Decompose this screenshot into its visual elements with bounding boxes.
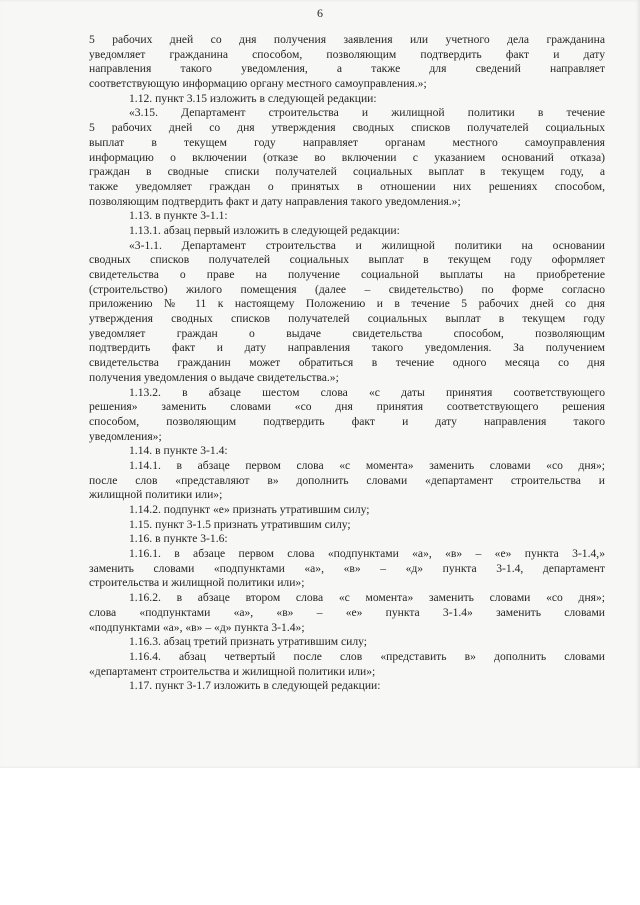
text-line: «департамент строительства и жилищной политики или»; — [89, 664, 376, 678]
text-line: «3-1.1. Департамент строительства и жилищной политики на основании — [129, 238, 605, 252]
text-line: 1.13.2. в абзаце шестом слова «с даты принятия соответствующего — [129, 385, 605, 399]
text-line: 1.16.1. в абзаце первом слова «подпунктами «а», «в» – «е» пункта 3-1.4,» — [129, 547, 605, 561]
text-line: способом, позволяющим подтвердить факт и дату направления такого — [89, 414, 605, 428]
text-line: слова «подпунктами «а», «в» – «е» пункта 3-1.4» заменить словами — [89, 605, 605, 619]
text-line: направления такого уведомления, а также для сведений направляет — [89, 62, 605, 76]
text-line: строительства и жилищной политики или»; — [89, 576, 305, 590]
text-line: свидетельства о праве на получение социальной выплаты на приобретение — [89, 268, 605, 281]
text-line: жилищной политики или»; — [89, 488, 223, 502]
text-line: уведомления»; — [89, 429, 162, 443]
text-line: 1.16.3. абзац третий признать утратившим силу; — [129, 635, 368, 649]
text-line: уведомляет гражданина способом, позволяющим подтвердить факт и дату — [89, 47, 605, 61]
document-body — [89, 33, 605, 694]
text-line: 1.17. пункт 3-1.7 изложить в следующей редакции: — [129, 679, 381, 693]
text-line: выплат в текущем году направляет органам местного самоуправления — [89, 135, 605, 149]
text-line: «подпунктами «а», «в» – «д» пункта 3-1.4»; — [89, 620, 305, 634]
text-line: 5 рабочих дней со дня получения заявления или учетного дела гражданина — [89, 33, 605, 46]
text-line: 1.14.2. подпункт «е» признать утратившим силу; — [129, 503, 370, 516]
text-line: уведомляет граждан о выдаче свидетельства способом, позволяющим — [89, 326, 605, 340]
text-line: информацию о включении (отказе во включении с указанием оснований отказа) — [89, 150, 605, 164]
text-line: 1.13.1. абзац первый изложить в следующей редакции: — [129, 223, 400, 237]
text-line: 5 рабочих дней со дня утверждения сводных списков получателей социальных — [89, 121, 605, 135]
text-line: после слов «представляют в» дополнить словами «департамент строительства и — [89, 473, 605, 487]
text-line: приложению № 11 к настоящему Положению и в течение 5 рабочих дней со дня — [89, 297, 605, 311]
text-line: получения уведомления о выдаче свидетельства.»; — [89, 370, 339, 384]
text-line: утверждения сводных списков получателей социальных выплат в текущем году — [89, 312, 605, 326]
text-line: (строительство) жилого помещения (далее – свидетельство) по форме согласно — [89, 282, 605, 296]
text-line: «3.15. Департамент строительства и жилищной политики в течение — [129, 106, 605, 120]
text-line: также уведомляет граждан о принятых в отношении них решениях способом, — [89, 179, 605, 193]
text-line: сводных списков получателей социальных выплат в текущем году оформляет — [89, 253, 605, 267]
text-line: решения» заменить словами «со дня принятия соответствующего решения — [89, 400, 605, 414]
text-line: 1.12. пункт 3.15 изложить в следующей редакции: — [129, 91, 377, 105]
text-line: 1.15. пункт 3-1.5 признать утратившим силу; — [129, 517, 351, 531]
text-line: позволяющим подтвердить факт и дату направления такого уведомления.»; — [89, 194, 461, 208]
blank-margin — [0, 768, 640, 905]
text-line: граждан в сводные списки получателей социальных выплат в текущем году, а — [89, 165, 605, 179]
text-line: подтвердить факт и дату направления такого уведомления. За получением — [89, 341, 605, 355]
text-line: 1.16.4. абзац четвертый после слов «представить в» дополнить словами — [129, 649, 605, 663]
text-line: 1.13. в пункте 3-1.1: — [129, 209, 228, 223]
text-line: заменить словами «подпунктами «а», «в» – «д» пункта 3-1.4, департамент — [89, 561, 605, 575]
text-line: 1.16.2. в абзаце втором слова «с момента» заменить словами «со дня»; — [129, 591, 605, 605]
text-line: 1.16. в пункте 3-1.6: — [129, 532, 228, 546]
page-number: 6 — [317, 6, 323, 20]
text-line: 1.14. в пункте 3-1.4: — [129, 444, 228, 458]
text-line: свидетельства гражданин может обратиться в течение одного месяца со дня — [89, 356, 605, 370]
text-line: 1.14.1. в абзаце первом слова «с момента» заменить словами «со дня»; — [129, 458, 605, 472]
text-line: соответствующую информацию органу местного самоуправления.»; — [89, 77, 427, 91]
